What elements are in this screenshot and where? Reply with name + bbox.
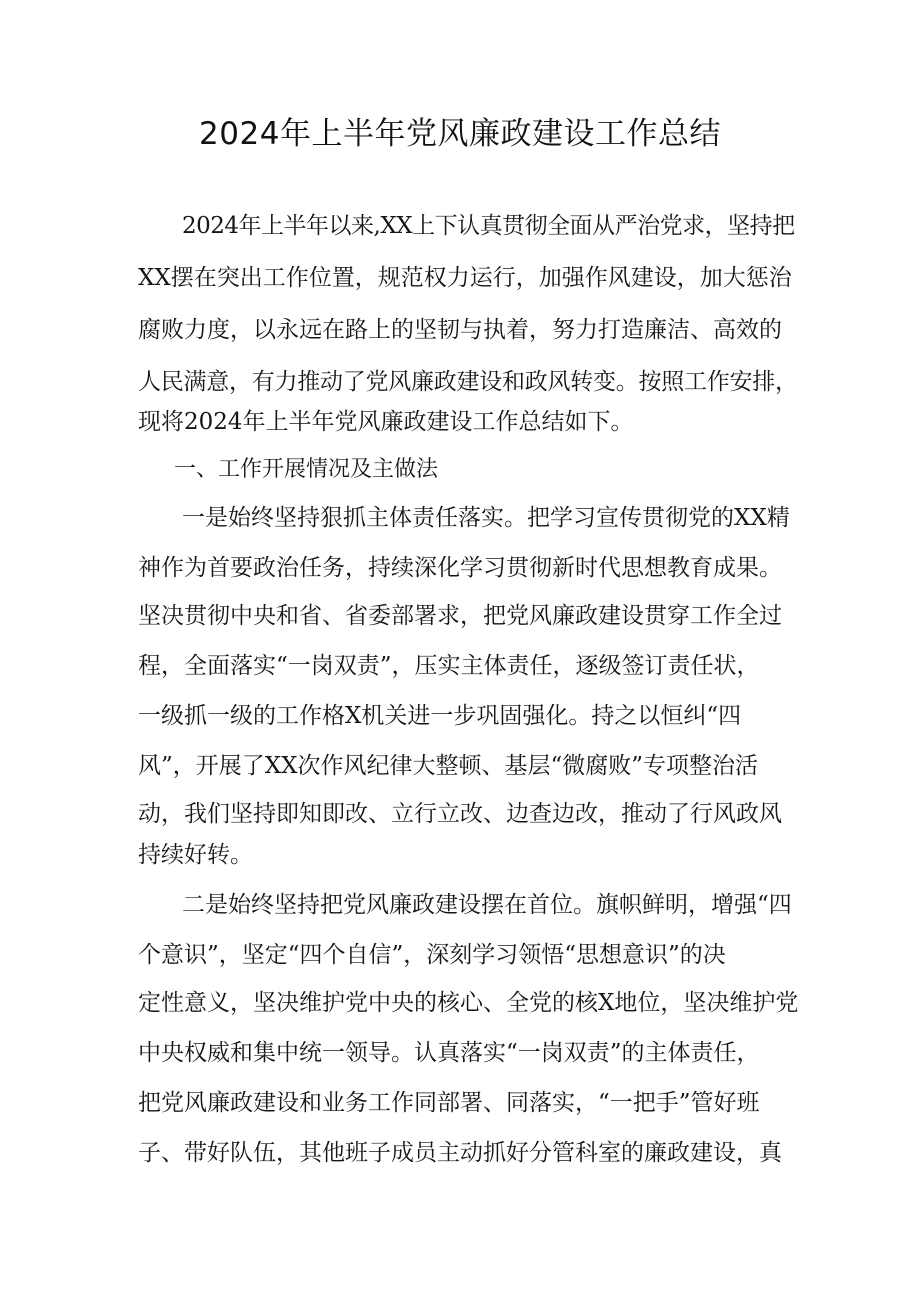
text-line: 个意识”，坚定“四个自信”，深刻学习领悟“思想意识”的决 — [138, 942, 726, 968]
text-line: 一级抓一级的工作格X机关进一步巩固强化。持之以恒纠“四 — [138, 703, 742, 729]
text-line: 人民满意，有力推动了党风廉政建设和政风转变。按照工作安排， — [138, 369, 798, 395]
text-line: 一是始终坚持狠抓主体责任落实。把学习宣传贯彻党的XX精 — [182, 505, 790, 531]
text-line: 现将2024年上半年党风廉政建设工作总结如下。 — [138, 409, 634, 435]
text-line: 中央权威和集中统一领导。认真落实“一岗双责”的主体责任， — [138, 1040, 760, 1066]
text-line: 把党风廉政建设和业务工作同部署、同落实，“一把手”管好班 — [138, 1090, 760, 1116]
document-title: 2024年上半年党风廉政建设工作总结 — [199, 116, 721, 152]
text-line: 2024年上半年以来,XX上下认真贯彻全面从严治党求，坚持把 — [182, 213, 795, 239]
text-line: 持续好转。 — [138, 842, 253, 868]
text-line: 风”，开展了XX次作风纪律大整顿、基层“微腐败”专项整治活 — [138, 753, 759, 779]
text-line: 子、带好队伍，其他班子成员主动抓好分管科室的廉政建设，真 — [138, 1140, 782, 1166]
section-heading: 一、工作开展情况及主做法 — [174, 457, 439, 482]
text-line: 程，全面落实“一岗双责”，压实主体责任，逐级签订责任状， — [138, 653, 760, 679]
text-line: 神作为首要政治任务，持续深化学习贯彻新时代思想教育成果。 — [138, 555, 782, 581]
text-line: 动，我们坚持即知即改、立行立改、边查边改，推动了行风政风 — [138, 801, 782, 827]
text-line: 坚决贯彻中央和省、省委部署求，把党风廉政建设贯穿工作全过 — [138, 603, 782, 629]
text-line: 二是始终坚持把党风廉政建设摆在首位。旗帜鲜明，增强“四 — [182, 892, 792, 918]
text-line: XX摆在突出工作位置，规范权力运行，加强作风建设，加大惩治 — [138, 265, 792, 291]
text-line: 腐败力度，以永远在路上的坚韧与执着，努力打造廉洁、高效的 — [138, 317, 782, 343]
text-line: 定性意义，坚决维护党中央的核心、全党的核X地位，坚决维护党 — [138, 990, 799, 1016]
